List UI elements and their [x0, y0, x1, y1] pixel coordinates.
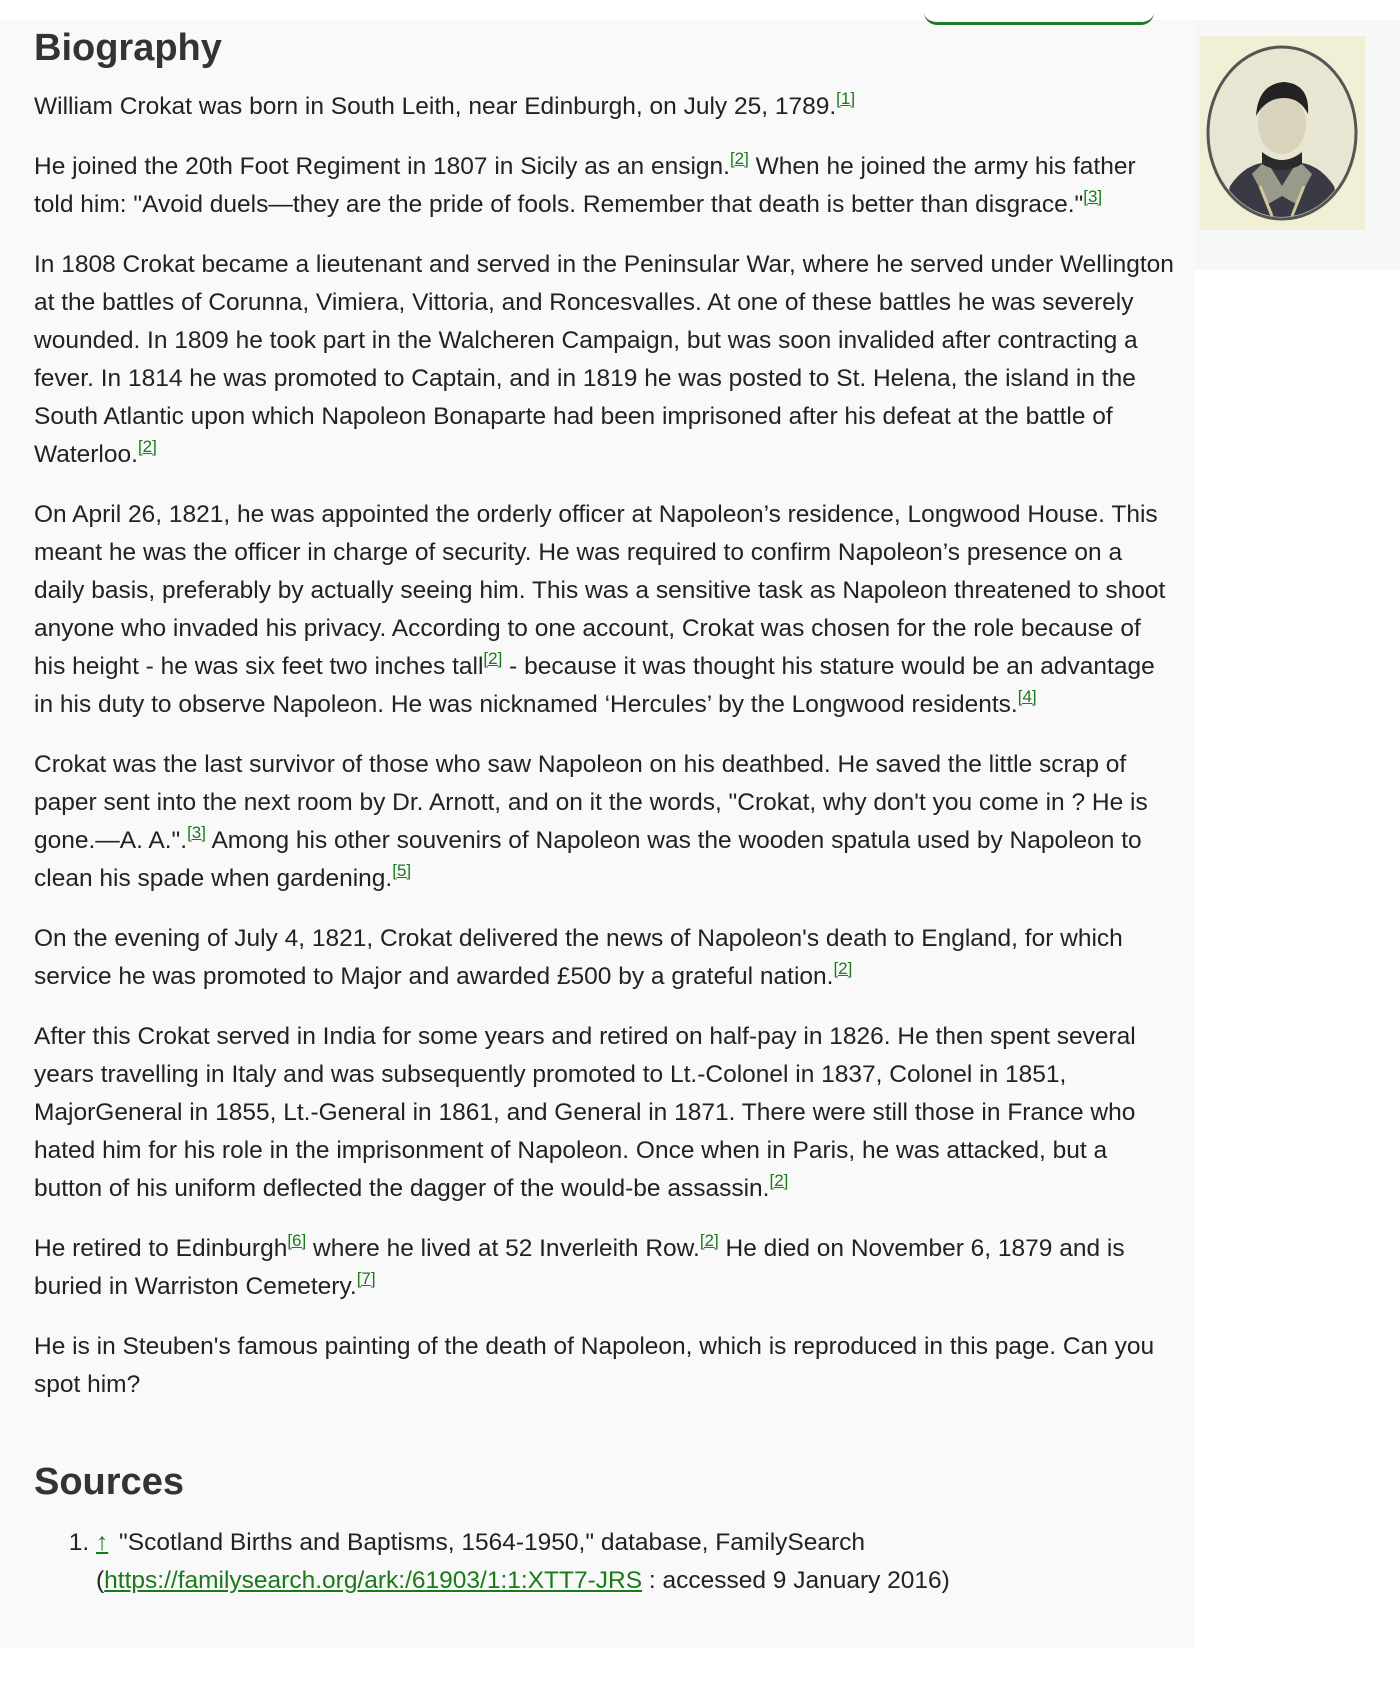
- source-text-after: : accessed 9 January 2016): [642, 1567, 950, 1594]
- citation-link[interactable]: [2]: [729, 149, 749, 168]
- biography-paragraph: [34, 148, 1174, 224]
- citation-ref: [833, 957, 852, 979]
- paragraph-text: On April 26, 1821, he was appointed the orderly officer at Napoleon’s residence, Longwood House. This meant he was the officer in charge of security. He was required to confirm Napoleon’s presence on a daily basis, preferably by actually seeing him. This was a sensitive task as Napoleon threatened to shoot anyone who invaded his privacy. According to one account, Crokat was chosen for the role because of his height - he was six feet two inches tall: [34, 501, 1166, 680]
- biography-paragraph: [34, 746, 1174, 898]
- portrait-icon[interactable]: [1200, 36, 1365, 230]
- paragraph-text: He retired to Edinburgh: [34, 1235, 288, 1262]
- paragraph-text: Among his other souvenirs of Napoleon was the wooden spatula used by Napoleon to clean his spade when gardening.: [34, 827, 1142, 892]
- paragraph-text: On the evening of July 4, 1821, Crokat delivered the news of Napoleon's death to England, for which service he was promoted to Major and awarded £500 by a grateful nation.: [34, 925, 1123, 990]
- back-to-citation-link[interactable]: ↑: [96, 1529, 109, 1556]
- citation-ref: [836, 87, 855, 109]
- citation-ref: [700, 1229, 719, 1251]
- citation-link[interactable]: [1]: [836, 89, 856, 108]
- biography-paragraph: [34, 246, 1174, 474]
- citation-link[interactable]: [6]: [287, 1231, 307, 1250]
- citation-ref: [483, 647, 502, 669]
- sources-list: [34, 1524, 1174, 1600]
- biography-paragraph: [34, 920, 1174, 996]
- citation-ref: [730, 147, 749, 169]
- biography-heading: Biography: [34, 27, 222, 69]
- citation-ref: [1018, 685, 1037, 707]
- paragraph-text: After this Crokat served in India for some years and retired on half-pay in 1826. He then spent several years travelling in Italy and was subsequently promoted to Lt.-Colonel in 1837, Colonel in 1851, MajorGeneral in 1855, Lt.-General in 1861, and General in 1871. There were still those in France who hated him for his role in the imprisonment of Napoleon. Once when in Paris, he was attacked, but a button of his uniform deflected the dagger of the would-be assassin.: [34, 1023, 1136, 1202]
- citation-link[interactable]: [2]: [769, 1171, 789, 1190]
- source-text-before: "Scotland Births and Baptisms, 1564-1950," database, FamilySearch (: [96, 1529, 866, 1594]
- paragraph-text: Crokat was the last survivor of those who saw Napoleon on his deathbed. He saved the little scrap of paper sent into the next room by Dr. Arnott, and on it the words, "Crokat, why don't you come in ? He is gone.—A. A.".: [34, 751, 1148, 854]
- paragraph-text: William Crokat was born in South Leith, near Edinburgh, on July 25, 1789.: [34, 93, 837, 120]
- biography-paragraph: [34, 1230, 1174, 1306]
- paragraph-text: He joined the 20th Foot Regiment in 1807 in Sicily as an ensign.: [34, 153, 730, 180]
- biography-paragraph: [34, 1328, 1174, 1404]
- citation-link[interactable]: [3]: [1083, 187, 1103, 206]
- citation-ref: [392, 859, 411, 881]
- source-url-link[interactable]: https://familysearch.org/ark:/61903/1:1:XTT7-JRS: [104, 1567, 643, 1594]
- citation-ref: [357, 1267, 376, 1289]
- portrait-image: [1200, 36, 1365, 230]
- citation-ref: [1083, 185, 1102, 207]
- paragraph-text: where he lived at 52 Inverleith Row.: [306, 1235, 700, 1262]
- paragraph-text: In 1808 Crokat became a lieutenant and served in the Peninsular War, where he served under Wellington at the battles of Corunna, Vimiera, Vittoria, and Roncesvalles. At one of these battles he was severely wounded. In 1809 he took part in the Walcheren Campaign, but was soon invalided after contracting a fever. In 1814 he was promoted to Captain, and in 1819 he was posted to St. Helena, the island in the South Atlantic upon which Napoleon Bonaparte had been imprisoned after his defeat at the battle of Waterloo.: [34, 251, 1174, 468]
- sources-heading: Sources: [34, 1461, 184, 1503]
- biography-paragraph: [34, 496, 1174, 724]
- source-item: [96, 1524, 1174, 1600]
- citation-link[interactable]: [3]: [187, 823, 206, 842]
- biography-paragraph: [34, 1018, 1174, 1208]
- citation-link[interactable]: [2]: [699, 1231, 719, 1250]
- biography-text: [34, 88, 1174, 1404]
- citation-ref: [769, 1169, 788, 1191]
- article-content: [34, 20, 1174, 1600]
- citation-link[interactable]: [2]: [833, 959, 853, 978]
- citation-link[interactable]: [5]: [392, 861, 412, 880]
- citation-link[interactable]: [2]: [483, 649, 503, 668]
- citation-ref: [287, 1229, 306, 1251]
- biography-paragraph: [34, 88, 1174, 126]
- paragraph-text: When he joined the army his father told him: "Avoid duels—they are the pride of fools. Remember that death is better than disgrace.": [34, 153, 1136, 218]
- citation-ref: [187, 821, 206, 843]
- paragraph-text: - because it was thought his stature would be an advantage in his duty to observe Napoleon. He was nicknamed ‘Hercules’ by the Longwood residents.: [34, 653, 1155, 718]
- citation-ref: [138, 435, 157, 457]
- citation-link[interactable]: [4]: [1017, 687, 1037, 706]
- paragraph-text: He died on November 6, 1879 and is buried in Warriston Cemetery.: [34, 1235, 1125, 1300]
- citation-link[interactable]: [2]: [137, 437, 157, 456]
- paragraph-text: He is in Steuben's famous painting of the death of Napoleon, which is reproduced in this page. Can you spot him?: [34, 1333, 1155, 1398]
- citation-link[interactable]: [7]: [356, 1269, 376, 1288]
